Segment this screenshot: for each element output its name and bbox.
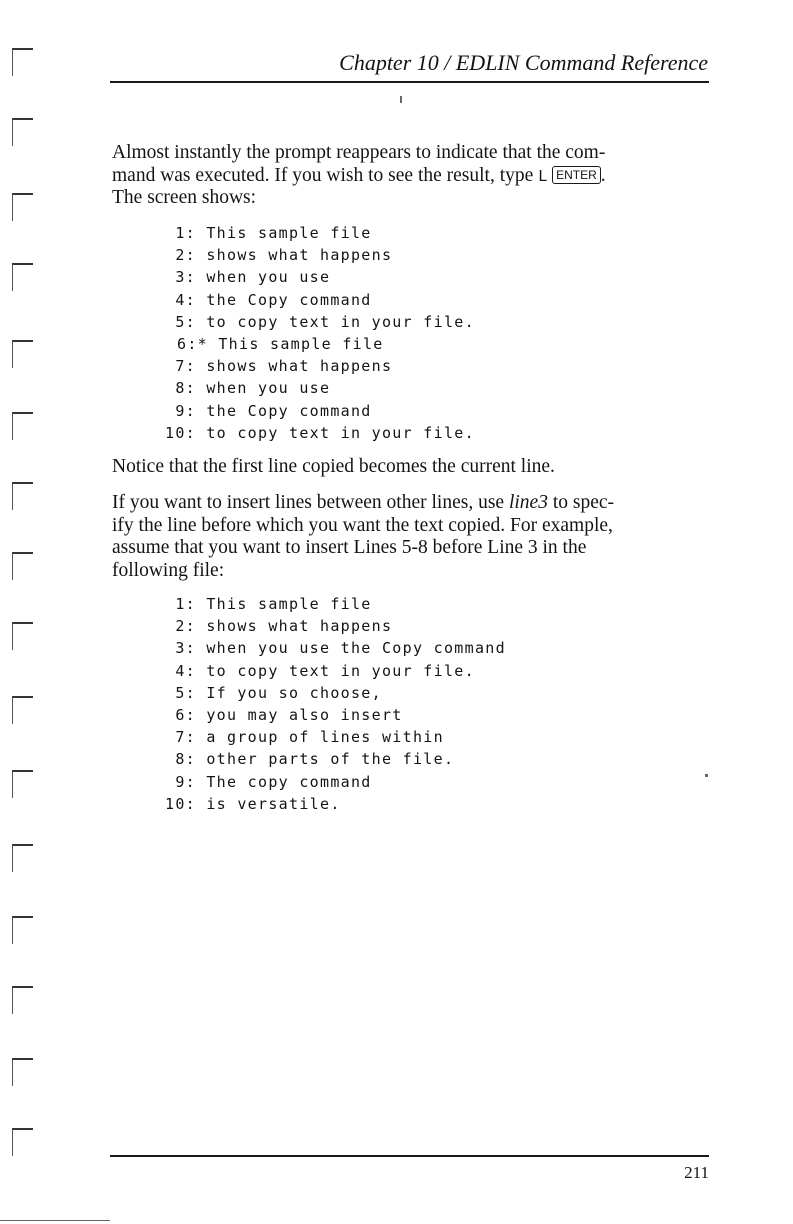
enter-key-icon: ENTER (552, 166, 601, 184)
line-number: 4: (175, 290, 196, 309)
scan-mark (12, 48, 33, 76)
listing-line (150, 704, 506, 726)
listing-line (150, 682, 506, 704)
line-number: 8: (175, 750, 196, 769)
paragraph-intro (112, 142, 710, 210)
line-text: the Copy command (206, 290, 372, 309)
line-text: to copy text in your file. (206, 661, 475, 680)
listing-line (150, 222, 475, 244)
line-number: 5: (175, 312, 196, 331)
scan-mark (12, 622, 33, 650)
scan-mark (12, 482, 33, 510)
line-number: 10: (165, 794, 196, 813)
code-listing-source (150, 593, 506, 815)
line-text: when you use the Copy command (206, 639, 506, 658)
listing-line (150, 660, 506, 682)
line-text: to copy text in your file. (206, 312, 475, 331)
scan-mark (12, 770, 33, 798)
scan-mark (12, 844, 33, 872)
scan-mark (12, 986, 33, 1014)
paragraph-line: following file: (112, 559, 225, 581)
line-number: 7: (175, 728, 196, 747)
paragraph-line: Almost instantly the prompt reappears to indicate that the com- (112, 142, 606, 163)
line-text: shows what happens (206, 357, 393, 376)
scan-mark (12, 118, 33, 146)
scan-mark (12, 1128, 33, 1156)
paragraph-insert (112, 492, 710, 582)
line-number: 10: (165, 423, 196, 442)
page-number: 211 (684, 1163, 709, 1182)
paragraph-line (112, 165, 710, 188)
italic-term: line3 (508, 492, 548, 513)
footer-rule (110, 1155, 709, 1157)
listing-line (150, 748, 506, 770)
listing-line (150, 311, 475, 333)
line-text: the Copy command (206, 401, 372, 420)
paragraph-note: Notice that the first line copied becomes the current line. (112, 456, 555, 477)
line-number: 2: (175, 617, 196, 636)
line-text: you may also insert (206, 705, 403, 724)
listing-line (150, 244, 475, 266)
scan-mark (705, 774, 708, 777)
line-text: If you so choose, (206, 683, 382, 702)
code-listing-result (150, 222, 475, 444)
line-text: shows what happens (206, 617, 393, 636)
paragraph-line: assume that you want to insert Lines 5-8 before Line 3 in the (112, 537, 587, 558)
scan-mark (12, 552, 33, 580)
paragraph-line (112, 492, 710, 515)
scan-mark (0, 1220, 110, 1221)
scan-mark (12, 412, 33, 440)
listing-line (150, 400, 475, 422)
listing-line (150, 355, 475, 377)
line-text: when you use (206, 379, 331, 398)
line-number: 7: (175, 357, 196, 376)
line-number: 6:* (177, 334, 208, 353)
scan-mark (12, 340, 33, 368)
text-fragment: . (600, 164, 606, 186)
listing-line (150, 593, 506, 615)
line-text: This sample file (206, 224, 372, 242)
line-text: shows what happens (206, 246, 393, 265)
scan-mark (12, 696, 33, 724)
header-rule (110, 81, 709, 83)
listing-line (150, 289, 475, 311)
listing-line (150, 422, 475, 444)
listing-line-current (150, 333, 475, 355)
line-number: 3: (175, 639, 196, 658)
text-fragment: to spec- (547, 492, 615, 513)
line-number: 3: (175, 268, 196, 287)
line-number: 1: (175, 224, 196, 242)
listing-line (150, 266, 475, 288)
paragraph-line: The screen shows: (112, 187, 257, 208)
listing-line (150, 793, 506, 815)
line-text: to copy text in your file. (206, 423, 475, 442)
listing-line (150, 615, 506, 637)
running-header: Chapter 10 / EDLIN Command Reference (339, 50, 708, 75)
line-number: 9: (175, 772, 196, 791)
line-number: 1: (175, 595, 196, 613)
listing-line (150, 377, 475, 399)
listing-line (150, 637, 506, 659)
line-text: other parts of the file. (206, 750, 455, 769)
line-text: This sample file (206, 595, 372, 613)
scan-mark (12, 1058, 33, 1086)
line-text: The copy command (206, 772, 372, 791)
line-number: 6: (175, 705, 196, 724)
line-text: a group of lines within (206, 728, 444, 747)
line-text: when you use (206, 268, 331, 287)
scan-mark (12, 193, 33, 221)
text-fragment: mand was executed. If you wish to see the result, type (112, 164, 539, 186)
paragraph-line: ify the line before which you want the text copied. For example, (112, 514, 613, 536)
scan-mark (400, 96, 402, 103)
line-number: 9: (175, 401, 196, 420)
listing-line (150, 726, 506, 748)
text-fragment: If you want to insert lines between other lines, use (112, 492, 509, 513)
command-letter: L (538, 166, 548, 185)
line-number: 8: (175, 379, 196, 398)
listing-line (150, 771, 506, 793)
line-number: 2: (175, 246, 196, 265)
line-text: is versatile. (206, 794, 341, 813)
line-number: 4: (175, 661, 196, 680)
scan-mark (12, 916, 33, 944)
scan-mark (12, 263, 33, 291)
line-number: 5: (175, 683, 196, 702)
line-text: This sample file (218, 334, 384, 353)
